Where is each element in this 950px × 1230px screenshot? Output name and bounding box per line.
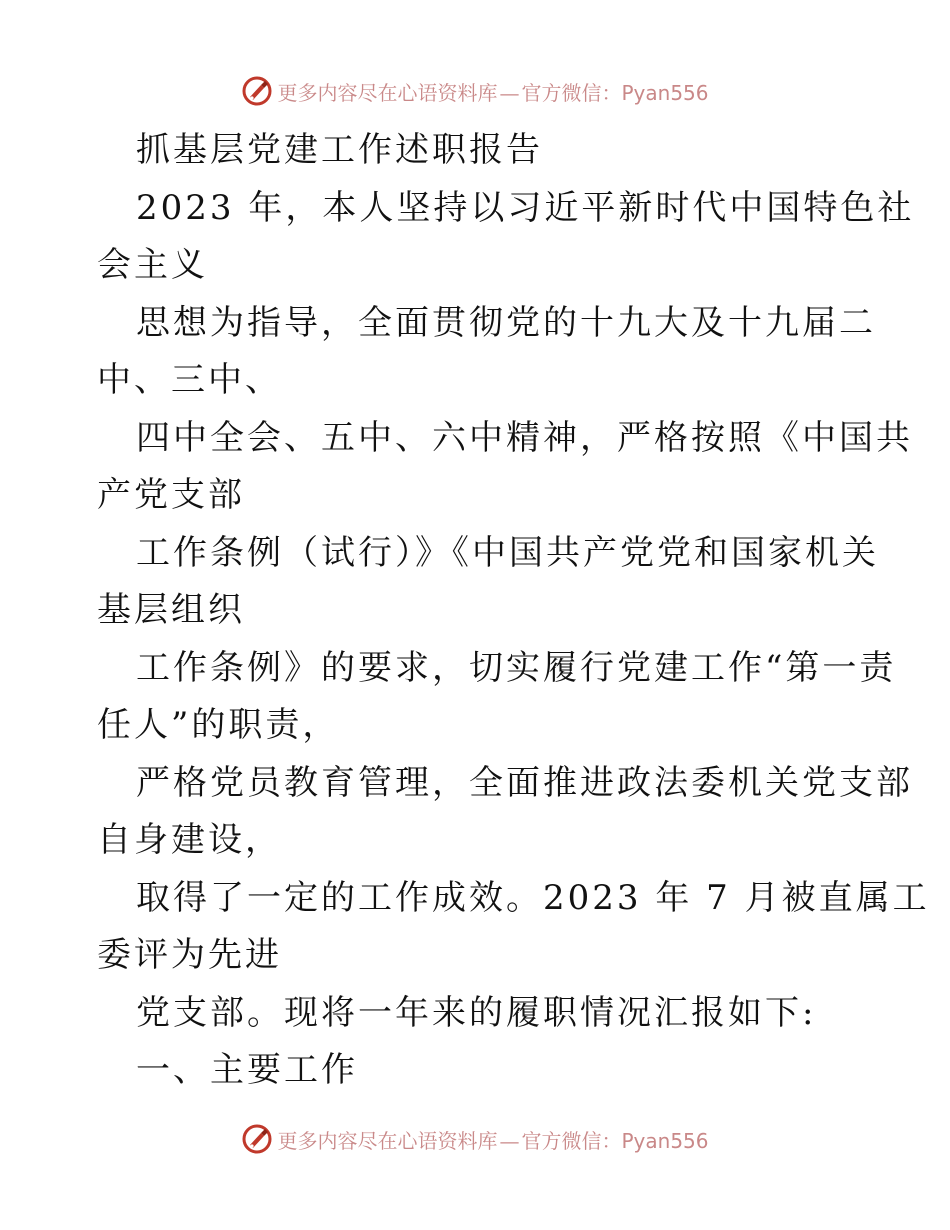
watermark-dash: —	[499, 80, 520, 105]
watermark-wechat-label: 官方微信：	[521, 80, 622, 105]
watermark-text	[277, 77, 708, 106]
watermark-main-text: 更多内容尽在心语资料库	[277, 1128, 498, 1153]
pen-logo-icon	[241, 1123, 273, 1155]
pen-logo-icon	[241, 75, 273, 107]
watermark-dash: —	[499, 1128, 520, 1153]
watermark-text	[277, 1125, 708, 1154]
document-line: 四中全会、五中、六中精神，严格按照《中国共	[136, 417, 913, 458]
section-heading: 一、主要工作	[136, 1050, 358, 1090]
document-line: 严格党员教育管理，全面推进政法委机关党支部	[136, 762, 913, 803]
document-line: 思想为指导，全面贯彻党的十九大及十九届二	[136, 302, 876, 343]
watermark-main-text: 更多内容尽在心语资料库	[277, 80, 498, 105]
watermark-wechat-id: Pyan556	[621, 80, 709, 105]
document-line: 自身建设，	[97, 820, 282, 860]
document-line: 基层组织	[97, 590, 245, 630]
document-line: 取得了一定的工作成效。2023 年 7 月被直属工	[136, 877, 930, 918]
document-line: 中、三中、	[97, 360, 282, 400]
document-line: 党支部。现将一年来的履职情况汇报如下:	[136, 992, 817, 1033]
document-line: 工作条例》的要求，切实履行党建工作“第一责	[136, 647, 897, 688]
document-line: 委评为先进	[97, 935, 282, 975]
document-line: 产党支部	[97, 475, 245, 515]
document-line: 2023 年，本人坚持以习近平新时代中国特色社	[136, 187, 915, 228]
watermark-wechat-label: 官方微信：	[521, 1128, 622, 1153]
watermark-wechat-id: Pyan556	[621, 1128, 709, 1153]
document-title: 抓基层党建工作述职报告	[136, 130, 543, 170]
watermark-footer	[0, 1119, 950, 1159]
document-line: 工作条例（试行）》《中国共产党党和国家机关	[136, 532, 879, 573]
document-line: 会主义	[97, 245, 208, 285]
document-body	[97, 122, 930, 1100]
document-line: 任人”的职责，	[97, 705, 340, 745]
watermark-header	[0, 71, 950, 111]
